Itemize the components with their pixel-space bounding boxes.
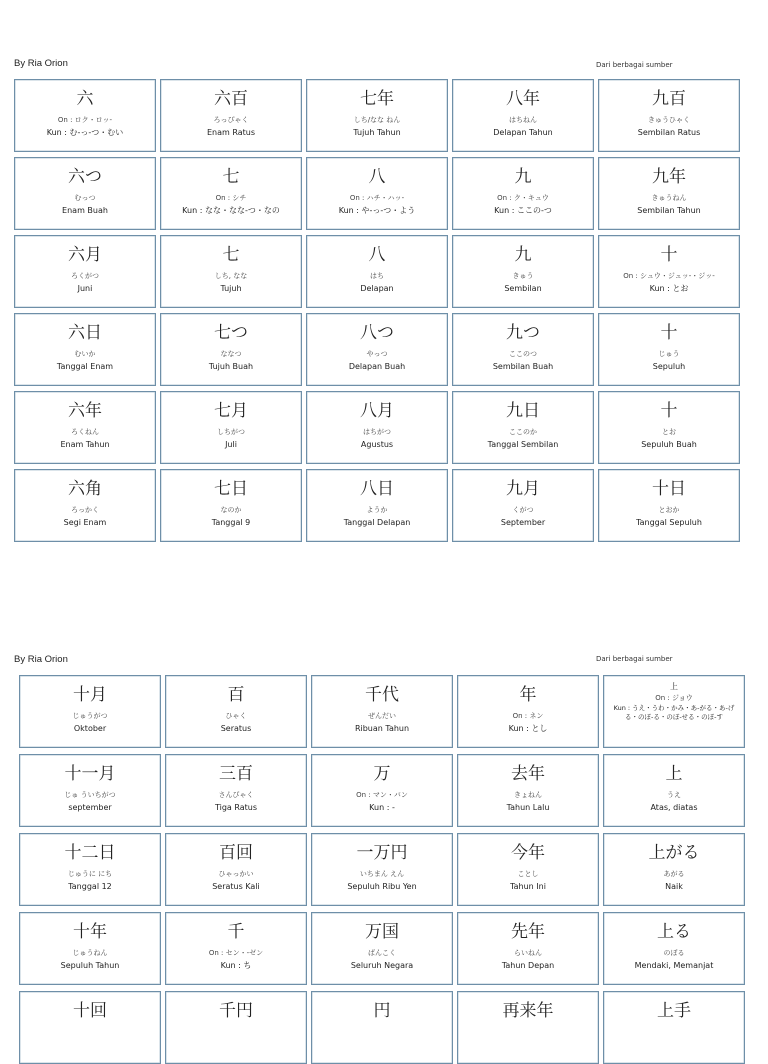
kanji-meaning: Juli [225, 440, 237, 449]
author-label: By Ria Orion [14, 654, 68, 665]
kanji-card [311, 675, 453, 748]
kanji-reading: うえ [667, 791, 681, 799]
kanji-text: 十年 [73, 922, 107, 942]
kanji-text: 八年 [506, 89, 540, 109]
kanji-meaning: Tanggal 12 [68, 882, 112, 891]
kanji-meaning: Enam Tahun [60, 440, 110, 449]
kanji-meaning: Juni [77, 284, 93, 293]
kanji-card [160, 469, 302, 542]
kanji-text: 一万円 [356, 843, 408, 863]
kanji-text: 万国 [365, 922, 399, 942]
kanji-meaning: Oktober [73, 724, 107, 733]
kanji-text: 九百 [652, 89, 686, 109]
kanji-text: 円 [373, 1001, 391, 1021]
kanji-reading: やっつ [366, 350, 388, 358]
kanji-text: 八日 [360, 479, 394, 499]
kanji-reading: くがつ [512, 506, 534, 514]
kanji-card [14, 157, 156, 230]
kanji-reading: じゅうに にち [67, 870, 113, 878]
kanji-text: 今年 [511, 843, 545, 863]
kanji-reading: はちねん [509, 116, 537, 124]
kanji-meaning: Tujuh [220, 284, 242, 293]
kanji-meaning: Sembilan Ratus [637, 128, 701, 137]
kanji-reading: ここのつ [509, 350, 537, 358]
kanji-text: 十 [660, 401, 678, 421]
kanji-reading: On : ハチ・ハッ- [349, 194, 405, 202]
kanji-text: 三百 [219, 764, 253, 784]
kanji-card [457, 675, 599, 748]
kanji-text: 八月 [360, 401, 394, 421]
kanji-card [603, 754, 745, 827]
kanji-reading: らいねん [514, 949, 542, 957]
kanji-reading: とお [662, 428, 676, 436]
kanji-text: 百 [227, 685, 245, 705]
kanji-meaning: Kun : ち [220, 961, 252, 970]
kanji-text: 九 [514, 167, 532, 187]
kanji-card [14, 391, 156, 464]
kanji-reading: ようか [366, 506, 388, 514]
kanji-text: 九年 [652, 167, 686, 187]
kanji-reading: しち/なな ねん [353, 116, 401, 124]
kanji-meaning: Enam Ratus [206, 128, 256, 137]
kanji-reading: On : ジョウ [655, 694, 693, 702]
kanji-card [160, 235, 302, 308]
flashcard-grid-page-2 [19, 675, 745, 1064]
kanji-reading: On : ロク・ロッ- [57, 116, 113, 124]
kanji-meaning: Tujuh Tahun [353, 128, 401, 137]
kanji-text: 七 [222, 167, 240, 187]
kanji-card [306, 313, 448, 386]
kanji-text: 上がる [648, 843, 700, 863]
kanji-card [14, 469, 156, 542]
kanji-text: 八 [368, 167, 386, 187]
kanji-card [14, 235, 156, 308]
kanji-card [598, 391, 740, 464]
kanji-text: 九 [514, 245, 532, 265]
kanji-text: 六年 [68, 401, 102, 421]
kanji-meaning: Sepuluh Ribu Yen [347, 882, 417, 891]
kanji-meaning: Delapan Tahun [493, 128, 553, 137]
kanji-card [457, 754, 599, 827]
kanji-card [306, 79, 448, 152]
kanji-reading: きょねん [514, 791, 542, 799]
kanji-meaning: Segi Enam [63, 518, 107, 527]
kanji-text: 六角 [68, 479, 102, 499]
kanji-card [306, 157, 448, 230]
author-label: By Ria Orion [14, 58, 68, 69]
kanji-reading: ろくがつ [71, 272, 99, 280]
kanji-meaning: Kun : なな・なな-つ・なの [182, 206, 280, 215]
kanji-meaning: Tanggal Enam [56, 362, 114, 371]
kanji-text: 十日 [652, 479, 686, 499]
kanji-reading: ひゃく [225, 712, 247, 720]
kanji-card [306, 235, 448, 308]
kanji-text: 九日 [506, 401, 540, 421]
source-label: Dari berbagai sumber [596, 655, 673, 663]
kanji-meaning: Atas, diatas [650, 803, 698, 812]
kanji-text: 千 [227, 922, 245, 942]
kanji-card [311, 991, 453, 1064]
kanji-card [598, 79, 740, 152]
kanji-reading: ここのか [509, 428, 537, 436]
kanji-card [457, 833, 599, 906]
kanji-text: 七つ [214, 323, 248, 343]
kanji-reading: ばんこく [368, 949, 396, 957]
kanji-reading: On : セン・-ゼン [208, 949, 264, 957]
kanji-card [452, 313, 594, 386]
kanji-meaning: Seluruh Negara [350, 961, 414, 970]
kanji-meaning: Ribuan Tahun [354, 724, 410, 733]
source-label: Dari berbagai sumber [596, 61, 673, 69]
kanji-reading: とおか [658, 506, 680, 514]
kanji-reading: のぼる [663, 949, 685, 957]
kanji-meaning: september [68, 803, 112, 812]
kanji-reading: きゅう [512, 272, 534, 280]
kanji-meaning: Delapan [360, 284, 394, 293]
kanji-reading: はちがつ [363, 428, 391, 436]
kanji-meaning: Mendaki, Memanjat [634, 961, 714, 970]
kanji-meaning: Tanggal Delapan [343, 518, 411, 527]
kanji-reading: On : シュウ・ジュッ-・ジッ- [623, 272, 715, 280]
kanji-text: 先年 [511, 922, 545, 942]
kanji-meaning: Tanggal Sembilan [487, 440, 559, 449]
kanji-card [603, 833, 745, 906]
kanji-card [452, 469, 594, 542]
kanji-meaning: Kun : うえ・うわ・かみ・あ-がる・あ-げる・のぼ-る・のぼ-せる・のぼ-す [613, 704, 735, 721]
kanji-text: 九月 [506, 479, 540, 499]
kanji-meaning: Tujuh Buah [208, 362, 254, 371]
kanji-reading: なのか [220, 506, 242, 514]
kanji-text: 再来年 [502, 1001, 554, 1021]
kanji-reading: じゅうねん [72, 949, 108, 957]
kanji-card [452, 79, 594, 152]
kanji-text: 十 [660, 323, 678, 343]
kanji-reading: じゅう [658, 350, 680, 358]
kanji-text: 十二日 [64, 843, 116, 863]
kanji-card [311, 754, 453, 827]
kanji-meaning: Kun : ここの-つ [494, 206, 552, 215]
kanji-text: 六つ [68, 167, 102, 187]
kanji-reading: ななつ [220, 350, 242, 358]
kanji-card [160, 79, 302, 152]
kanji-meaning: Kun : とし [508, 724, 548, 733]
kanji-text: 上手 [657, 1001, 691, 1021]
kanji-reading: ことし [517, 870, 539, 878]
kanji-reading: On : ク・キュウ [497, 194, 549, 202]
kanji-text: 八 [368, 245, 386, 265]
kanji-reading: ろくねん [71, 428, 99, 436]
kanji-card [165, 833, 307, 906]
kanji-card [19, 754, 161, 827]
kanji-text: 七年 [360, 89, 394, 109]
kanji-card [165, 912, 307, 985]
kanji-reading: ろっぴゃく [213, 116, 249, 124]
kanji-card [19, 833, 161, 906]
kanji-card [598, 469, 740, 542]
kanji-text: 去年 [511, 764, 545, 784]
kanji-meaning: Tahun Depan [501, 961, 555, 970]
kanji-text: 六日 [68, 323, 102, 343]
kanji-meaning: Tanggal Sepuluh [636, 518, 702, 527]
kanji-meaning: Naik [665, 882, 683, 891]
kanji-text: 上る [657, 922, 691, 942]
kanji-card [160, 157, 302, 230]
kanji-card [160, 391, 302, 464]
kanji-card [14, 313, 156, 386]
kanji-card [165, 675, 307, 748]
kanji-meaning: Delapan Buah [348, 362, 406, 371]
kanji-meaning: September [500, 518, 546, 527]
kanji-card [452, 235, 594, 308]
kanji-meaning: Sepuluh [652, 362, 686, 371]
kanji-reading: しち, なな [214, 272, 248, 280]
kanji-meaning: Agustus [360, 440, 394, 449]
kanji-card [452, 157, 594, 230]
kanji-reading: On : シチ [215, 194, 247, 202]
kanji-card [19, 912, 161, 985]
kanji-meaning: Kun : や-っ-つ・よう [338, 206, 416, 215]
kanji-reading: ぜんだい [368, 712, 396, 720]
kanji-card [598, 157, 740, 230]
kanji-reading: きゅうひゃく [648, 116, 690, 124]
kanji-card [311, 833, 453, 906]
kanji-text: 六月 [68, 245, 102, 265]
kanji-text: 上 [670, 682, 678, 691]
kanji-text: 十回 [73, 1001, 107, 1021]
kanji-text: 七月 [214, 401, 248, 421]
kanji-meaning: Sembilan [504, 284, 542, 293]
kanji-text: 十 [660, 245, 678, 265]
kanji-text: 年 [519, 685, 537, 705]
kanji-text: 六百 [214, 89, 248, 109]
kanji-text: 八つ [360, 323, 394, 343]
kanji-card [603, 675, 745, 748]
kanji-meaning: Sepuluh Buah [641, 440, 697, 449]
kanji-meaning: Sembilan Buah [492, 362, 554, 371]
kanji-card [311, 912, 453, 985]
kanji-meaning: Seratus [220, 724, 252, 733]
kanji-reading: じゅ ういちがつ [64, 791, 116, 799]
kanji-reading: さんびゃく [218, 791, 254, 799]
kanji-card [598, 235, 740, 308]
kanji-card [160, 313, 302, 386]
kanji-card [457, 991, 599, 1064]
kanji-meaning: Kun : とお [649, 284, 689, 293]
kanji-reading: むいか [74, 350, 96, 358]
kanji-reading: きゅうねん [651, 194, 687, 202]
flashcard-grid-page-1 [14, 79, 740, 542]
kanji-text: 六 [76, 89, 94, 109]
kanji-text: 十一月 [64, 764, 116, 784]
kanji-meaning: Tiga Ratus [214, 803, 258, 812]
kanji-card [603, 912, 745, 985]
kanji-reading: しちがつ [217, 428, 245, 436]
kanji-text: 万 [373, 764, 391, 784]
kanji-meaning: Sepuluh Tahun [60, 961, 120, 970]
kanji-meaning: Kun : - [369, 803, 395, 812]
kanji-reading: むっつ [74, 194, 96, 202]
kanji-meaning: Tahun Lalu [506, 803, 550, 812]
kanji-text: 上 [665, 764, 683, 784]
kanji-text: 七日 [214, 479, 248, 499]
kanji-reading: ひゃっかい [218, 870, 254, 878]
kanji-reading: On : ネン [512, 712, 544, 720]
kanji-card [603, 991, 745, 1064]
kanji-reading: はち [370, 272, 384, 280]
kanji-reading: On : マン・バン [356, 791, 408, 799]
kanji-card [457, 912, 599, 985]
kanji-text: 九つ [506, 323, 540, 343]
kanji-card [306, 391, 448, 464]
kanji-reading: あがる [663, 870, 685, 878]
kanji-card [14, 79, 156, 152]
kanji-card [452, 391, 594, 464]
kanji-reading: じゅうがつ [72, 712, 108, 720]
kanji-text: 千代 [365, 685, 399, 705]
kanji-card [598, 313, 740, 386]
kanji-meaning: Tahun Ini [510, 882, 546, 891]
kanji-card [306, 469, 448, 542]
kanji-card [19, 675, 161, 748]
kanji-meaning: Kun : む-っ-つ・むい [46, 128, 124, 137]
kanji-text: 七 [222, 245, 240, 265]
kanji-meaning: Sembilan Tahun [637, 206, 701, 215]
kanji-reading: いちまん えん [359, 870, 405, 878]
kanji-card [19, 991, 161, 1064]
kanji-text: 十月 [73, 685, 107, 705]
kanji-card [165, 754, 307, 827]
kanji-text: 千円 [219, 1001, 253, 1021]
kanji-meaning: Seratus Kali [212, 882, 260, 891]
kanji-reading: ろっかく [71, 506, 99, 514]
kanji-meaning: Tanggal 9 [211, 518, 251, 527]
kanji-text: 百回 [219, 843, 253, 863]
kanji-card [165, 991, 307, 1064]
kanji-meaning: Enam Buah [62, 206, 108, 215]
